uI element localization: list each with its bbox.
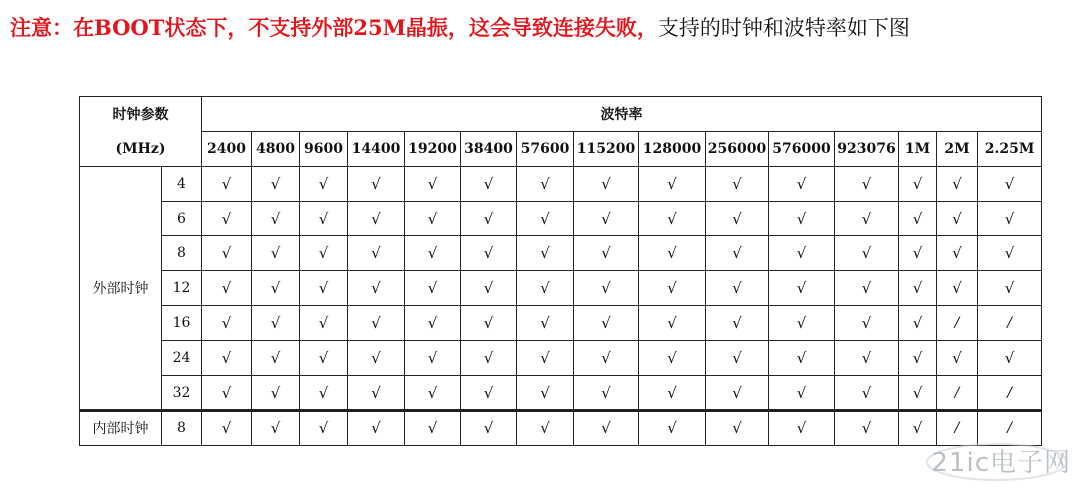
supported-check-cell: √ xyxy=(835,306,899,341)
supported-check-cell: √ xyxy=(835,410,899,445)
unsupported-cell: / xyxy=(978,306,1042,341)
supported-check-cell: √ xyxy=(405,236,461,271)
supported-check-cell: √ xyxy=(835,201,899,236)
supported-check-cell: √ xyxy=(937,236,978,271)
clock-value: 8 xyxy=(162,410,202,445)
unsupported-cell: / xyxy=(937,410,978,445)
supported-check-cell: √ xyxy=(899,341,937,376)
supported-check-cell: √ xyxy=(300,341,348,376)
supported-check-cell: √ xyxy=(639,166,706,201)
supported-check-cell: √ xyxy=(978,201,1042,236)
supported-check-cell: √ xyxy=(202,376,252,411)
clock-value: 4 xyxy=(162,166,202,201)
table-row xyxy=(80,236,1042,271)
baud-rate-923076: 923076 xyxy=(835,132,899,166)
supported-check-cell: √ xyxy=(202,201,252,236)
supported-check-cell: √ xyxy=(405,271,461,306)
supported-check-cell: √ xyxy=(202,236,252,271)
clock-group-label: 外部时钟 xyxy=(80,166,162,410)
supported-check-cell: √ xyxy=(639,376,706,411)
supported-check-cell: √ xyxy=(405,410,461,445)
table-row xyxy=(80,306,1042,341)
table-row xyxy=(80,166,1042,201)
supported-check-cell: √ xyxy=(639,271,706,306)
supported-check-cell: √ xyxy=(300,236,348,271)
baud-rate-576000: 576000 xyxy=(769,132,835,166)
supported-check-cell: √ xyxy=(835,376,899,411)
supported-check-cell: √ xyxy=(899,236,937,271)
supported-check-cell: √ xyxy=(252,271,300,306)
table-row xyxy=(80,410,1042,445)
supported-check-cell: √ xyxy=(769,306,835,341)
supported-check-cell: √ xyxy=(769,271,835,306)
clock-value: 8 xyxy=(162,236,202,271)
unsupported-cell: / xyxy=(937,306,978,341)
supported-check-cell: √ xyxy=(937,341,978,376)
supported-check-cell: √ xyxy=(202,306,252,341)
supported-check-cell: √ xyxy=(639,236,706,271)
supported-check-cell: √ xyxy=(706,306,769,341)
clock-group-label: 内部时钟 xyxy=(80,410,162,445)
baud-rate-256000: 256000 xyxy=(706,132,769,166)
table-row xyxy=(80,376,1042,411)
supported-check-cell: √ xyxy=(461,341,517,376)
supported-check-cell: √ xyxy=(202,166,252,201)
supported-check-cell: √ xyxy=(300,201,348,236)
supported-check-cell: √ xyxy=(574,271,639,306)
heading-warning: 注意：在BOOT状态下，不支持外部25M晶振，这会导致连接失败， xyxy=(10,15,658,40)
supported-check-cell: √ xyxy=(517,201,574,236)
supported-check-cell: √ xyxy=(978,166,1042,201)
supported-check-cell: √ xyxy=(769,376,835,411)
supported-check-cell: √ xyxy=(517,410,574,445)
supported-check-cell: √ xyxy=(769,166,835,201)
supported-check-cell: √ xyxy=(461,306,517,341)
baud-rate-57600: 57600 xyxy=(517,132,574,166)
table-body xyxy=(80,97,1042,446)
clock-value: 32 xyxy=(162,376,202,411)
supported-check-cell: √ xyxy=(574,376,639,411)
supported-check-cell: √ xyxy=(202,271,252,306)
supported-check-cell: √ xyxy=(899,410,937,445)
supported-check-cell: √ xyxy=(517,236,574,271)
supported-check-cell: √ xyxy=(348,166,405,201)
supported-check-cell: √ xyxy=(835,166,899,201)
supported-check-cell: √ xyxy=(461,410,517,445)
supported-check-cell: √ xyxy=(252,306,300,341)
heading-caption: 支持的时钟和波特率如下图 xyxy=(657,16,910,40)
supported-check-cell: √ xyxy=(252,341,300,376)
supported-check-cell: √ xyxy=(706,201,769,236)
table-row xyxy=(80,201,1042,236)
supported-check-cell: √ xyxy=(405,376,461,411)
supported-check-cell: √ xyxy=(574,306,639,341)
supported-check-cell: √ xyxy=(252,201,300,236)
unsupported-cell: / xyxy=(978,410,1042,445)
baud-rate-header: 波特率 xyxy=(202,97,1042,132)
supported-check-cell: √ xyxy=(252,166,300,201)
supported-check-cell: √ xyxy=(517,271,574,306)
supported-check-cell: √ xyxy=(202,410,252,445)
baud-rate-115200: 115200 xyxy=(574,132,639,166)
clock-value: 12 xyxy=(162,271,202,306)
supported-check-cell: √ xyxy=(405,201,461,236)
supported-check-cell: √ xyxy=(461,201,517,236)
supported-check-cell: √ xyxy=(899,166,937,201)
supported-check-cell: √ xyxy=(937,201,978,236)
baud-rate-table xyxy=(79,96,1042,446)
watermark-text: 21ic电子网 xyxy=(931,448,1071,478)
supported-check-cell: √ xyxy=(574,410,639,445)
heading xyxy=(10,14,910,42)
baud-rate-9600: 9600 xyxy=(300,132,348,166)
supported-check-cell: √ xyxy=(574,166,639,201)
supported-check-cell: √ xyxy=(706,271,769,306)
supported-check-cell: √ xyxy=(835,236,899,271)
clock-value: 16 xyxy=(162,306,202,341)
supported-check-cell: √ xyxy=(252,236,300,271)
clock-value: 6 xyxy=(162,201,202,236)
supported-check-cell: √ xyxy=(706,341,769,376)
supported-check-cell: √ xyxy=(252,376,300,411)
unsupported-cell: / xyxy=(978,376,1042,411)
supported-check-cell: √ xyxy=(899,201,937,236)
supported-check-cell: √ xyxy=(899,271,937,306)
supported-check-cell: √ xyxy=(769,341,835,376)
supported-check-cell: √ xyxy=(937,166,978,201)
supported-check-cell: √ xyxy=(937,271,978,306)
supported-check-cell: √ xyxy=(405,166,461,201)
supported-check-cell: √ xyxy=(517,376,574,411)
table-row xyxy=(80,341,1042,376)
supported-check-cell: √ xyxy=(769,201,835,236)
baud-rate-38400: 38400 xyxy=(461,132,517,166)
baud-rate-2M: 2M xyxy=(937,132,978,166)
supported-check-cell: √ xyxy=(405,341,461,376)
supported-check-cell: √ xyxy=(252,410,300,445)
supported-check-cell: √ xyxy=(300,376,348,411)
supported-check-cell: √ xyxy=(978,271,1042,306)
supported-check-cell: √ xyxy=(517,306,574,341)
supported-check-cell: √ xyxy=(899,376,937,411)
supported-check-cell: √ xyxy=(574,341,639,376)
baud-rate-2.25M: 2.25M xyxy=(978,132,1042,166)
supported-check-cell: √ xyxy=(639,306,706,341)
supported-check-cell: √ xyxy=(461,271,517,306)
clock-value: 24 xyxy=(162,341,202,376)
clock-unit-label: (MHz) xyxy=(80,132,202,166)
table-row xyxy=(80,271,1042,306)
supported-check-cell: √ xyxy=(706,376,769,411)
supported-check-cell: √ xyxy=(300,271,348,306)
baud-rate-1M: 1M xyxy=(899,132,937,166)
supported-check-cell: √ xyxy=(348,410,405,445)
supported-check-cell: √ xyxy=(348,271,405,306)
supported-check-cell: √ xyxy=(639,341,706,376)
supported-check-cell: √ xyxy=(978,236,1042,271)
supported-check-cell: √ xyxy=(348,201,405,236)
unsupported-cell: / xyxy=(937,376,978,411)
supported-check-cell: √ xyxy=(769,236,835,271)
baud-rate-128000: 128000 xyxy=(639,132,706,166)
supported-check-cell: √ xyxy=(348,376,405,411)
supported-check-cell: √ xyxy=(835,341,899,376)
supported-check-cell: √ xyxy=(517,341,574,376)
supported-check-cell: √ xyxy=(461,166,517,201)
supported-check-cell: √ xyxy=(300,410,348,445)
supported-check-cell: √ xyxy=(978,341,1042,376)
supported-check-cell: √ xyxy=(769,410,835,445)
supported-check-cell: √ xyxy=(639,201,706,236)
supported-check-cell: √ xyxy=(461,236,517,271)
supported-check-cell: √ xyxy=(706,236,769,271)
baud-rate-4800: 4800 xyxy=(252,132,300,166)
supported-check-cell: √ xyxy=(706,410,769,445)
supported-check-cell: √ xyxy=(706,166,769,201)
baud-rate-14400: 14400 xyxy=(348,132,405,166)
supported-check-cell: √ xyxy=(517,166,574,201)
supported-check-cell: √ xyxy=(835,271,899,306)
supported-check-cell: √ xyxy=(405,306,461,341)
supported-check-cell: √ xyxy=(574,236,639,271)
clock-param-label: 时钟参数 xyxy=(80,97,202,132)
supported-check-cell: √ xyxy=(461,376,517,411)
supported-check-cell: √ xyxy=(348,236,405,271)
supported-check-cell: √ xyxy=(639,410,706,445)
supported-check-cell: √ xyxy=(202,341,252,376)
supported-check-cell: √ xyxy=(899,306,937,341)
supported-check-cell: √ xyxy=(348,306,405,341)
supported-check-cell: √ xyxy=(574,201,639,236)
supported-check-cell: √ xyxy=(300,306,348,341)
supported-check-cell: √ xyxy=(300,166,348,201)
baud-rate-2400: 2400 xyxy=(202,132,252,166)
supported-check-cell: √ xyxy=(348,341,405,376)
baud-rate-19200: 19200 xyxy=(405,132,461,166)
